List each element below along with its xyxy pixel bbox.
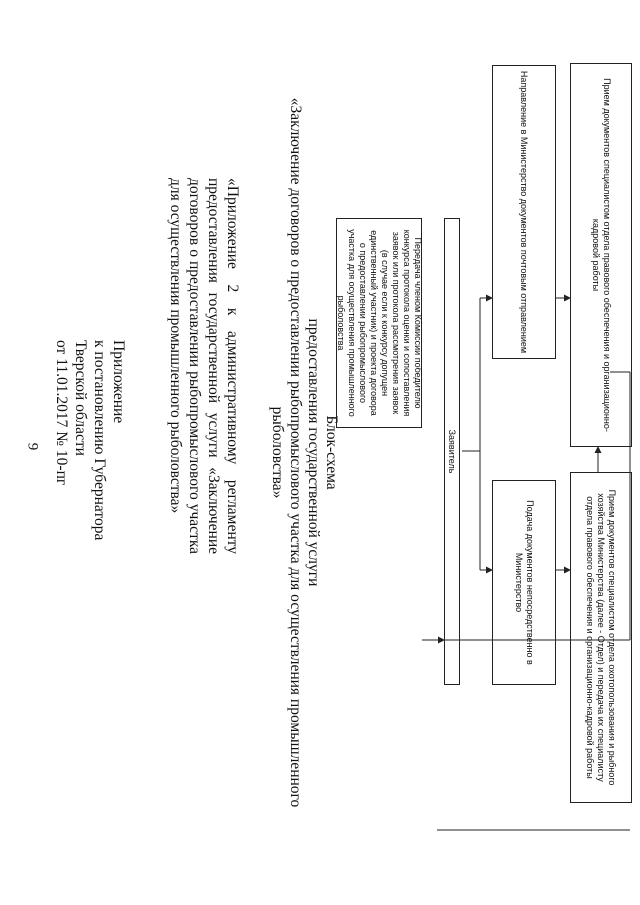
receipt-legal-dept-box: Прием документов специалистом отдела правового обеспечения и организационно-кадровой работы [570, 63, 632, 447]
commission-box: Передача членом Комиссии победителю конкурса протокола оценки и сопоставления заявок или протокола рассмотрения заявок (в случае если к конкурсу допущен единственный участник) и проекта договора о предоставлении рыбопромыслового участка для осуществления промышленного рыболовства [336, 218, 422, 428]
appendix-header-line: Тверской области [72, 340, 89, 456]
appendix-2-reference: «Приложение 2 к административному регламенту предоставления государственной услуги «Заключение договоров о предоставлении рыбопромыслового участка для осуществления промышленного рыболовства» [167, 178, 241, 554]
title-line: «Заключение договоров о предоставлении рыбопромыслового участка для осуществления промышленного [287, 97, 304, 808]
direct-submission-box: Подача документов непосредственно в Министерство [492, 480, 556, 685]
appendix-header-line: к постановлению Губернатора [91, 340, 108, 541]
applicant-box: Заявитель [444, 218, 460, 685]
mail-submission-box: Направление в Министерство документов почтовым отправлением [492, 65, 556, 359]
appendix-header-line: от 11.01.2017 № 10-пг [53, 340, 70, 486]
page-number: 9 [24, 442, 41, 451]
title-line: предоставления государственной услуги [305, 318, 322, 587]
appendix-header-line: Приложение [110, 340, 127, 424]
title-line: рыболовства» [269, 406, 286, 499]
receipt-hunting-dept-box: Прием документов специалистом отдела охотопользования и рыбного хозяйства Министерства (далее - Отдел) и передача их специалисту отдела правового обеспечения и организационно-кадровой работы [570, 472, 632, 803]
title-line: Блок-схема [323, 415, 340, 490]
